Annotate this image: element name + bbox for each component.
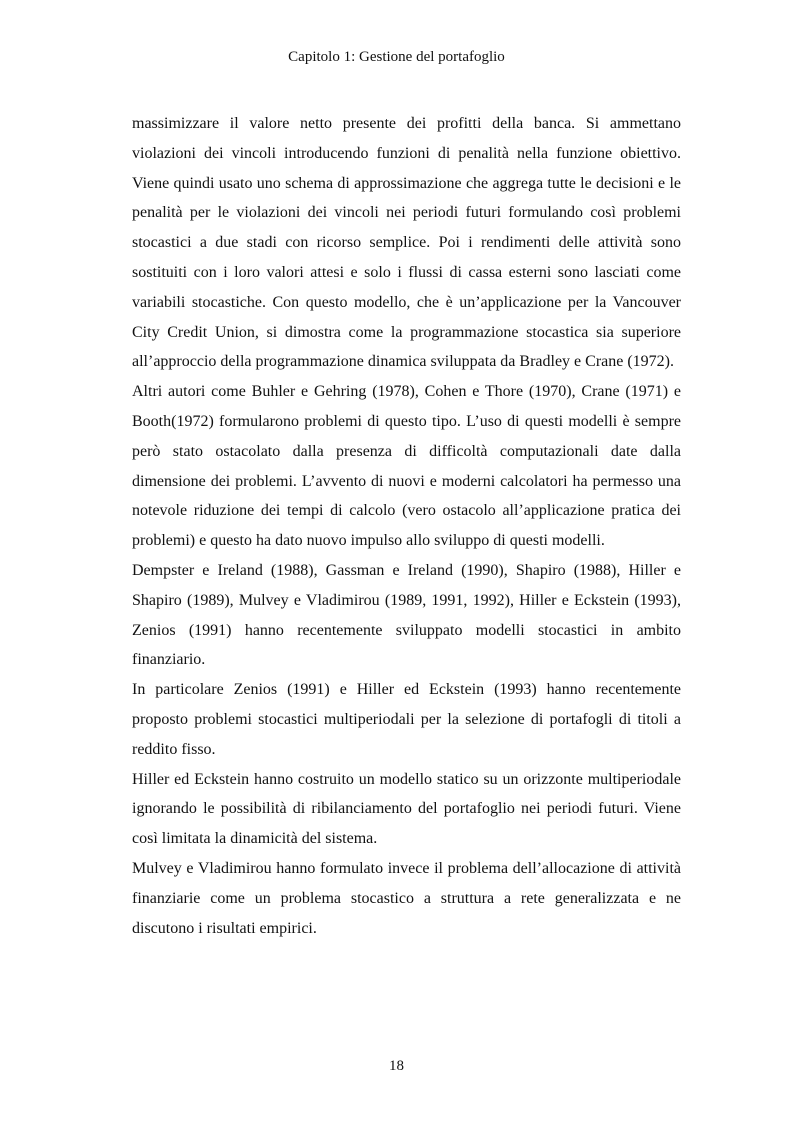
page-number: 18 — [389, 1058, 404, 1074]
paragraph: In particolare Zenios (1991) e Hiller ed Eckstein (1993) hanno recentemente proposto problemi stocastici multiperiodali per la selezione di portafogli di titoli a reddito fisso. — [132, 681, 681, 758]
paragraph: Hiller ed Eckstein hanno costruito un modello statico su un orizzonte multiperiodale ignorando le possibilità di ribilanciamento del portafoglio nei periodi futuri. Viene così limitata la dinamicità del sistema. — [132, 770, 681, 848]
paragraph: Dempster e Ireland (1988), Gassman e Ireland (1990), Shapiro (1988), Hiller e Shapiro (1989), Mulvey e Vladimirou (1989, 1991, 1992), Hiller e Eckstein (1993), Zenios (1991) hanno recentemente sviluppato modelli stocastici in ambito finanziario. — [132, 561, 681, 669]
body-text — [132, 109, 681, 943]
page-header: Capitolo 1: Gestione del portafoglio — [288, 49, 505, 65]
paragraph: Mulvey e Vladimirou hanno formulato invece il problema dell’allocazione di attività finanziarie come un problema stocastico a struttura a rete generalizzata e ne discutono i risultati empirici. — [132, 859, 681, 937]
paragraph: Altri autori come Buhler e Gehring (1978), Cohen e Thore (1970), Crane (1971) e Booth(1972) formularono problemi di questo tipo. L’uso di questi modelli è sempre però stato ostacolato dalla presenza di difficoltà computazionali date dalla dimensione dei problemi. L’avvento di nuovi e moderni calcolatori ha permesso una notevole riduzione dei tempi di calcolo (vero ostacolo all’applicazione pratica dei problemi) e questo ha dato nuovo impulso allo sviluppo di questi modelli. — [132, 383, 681, 550]
paragraph: massimizzare il valore netto presente dei profitti della banca. Si ammettano violazioni dei vincoli introducendo funzioni di penalità nella funzione obiettivo. Viene quindi usato uno schema di approssimazione che aggrega tutte le decisioni e le penalità per le violazioni dei vincoli nei periodi futuri formulando così problemi stocastici a due stadi con ricorso semplice. Poi i rendimenti delle attività sono sostituiti con i loro valori attesi e solo i flussi di cassa esterni sono lasciati come variabili stocastiche. Con questo modello, che è un’applicazione per la Vancouver City Credit Union, si dimostra come la programmazione stocastica sia superiore all’approccio della programmazione dinamica sviluppata da Bradley e Crane (1972). — [132, 115, 681, 371]
